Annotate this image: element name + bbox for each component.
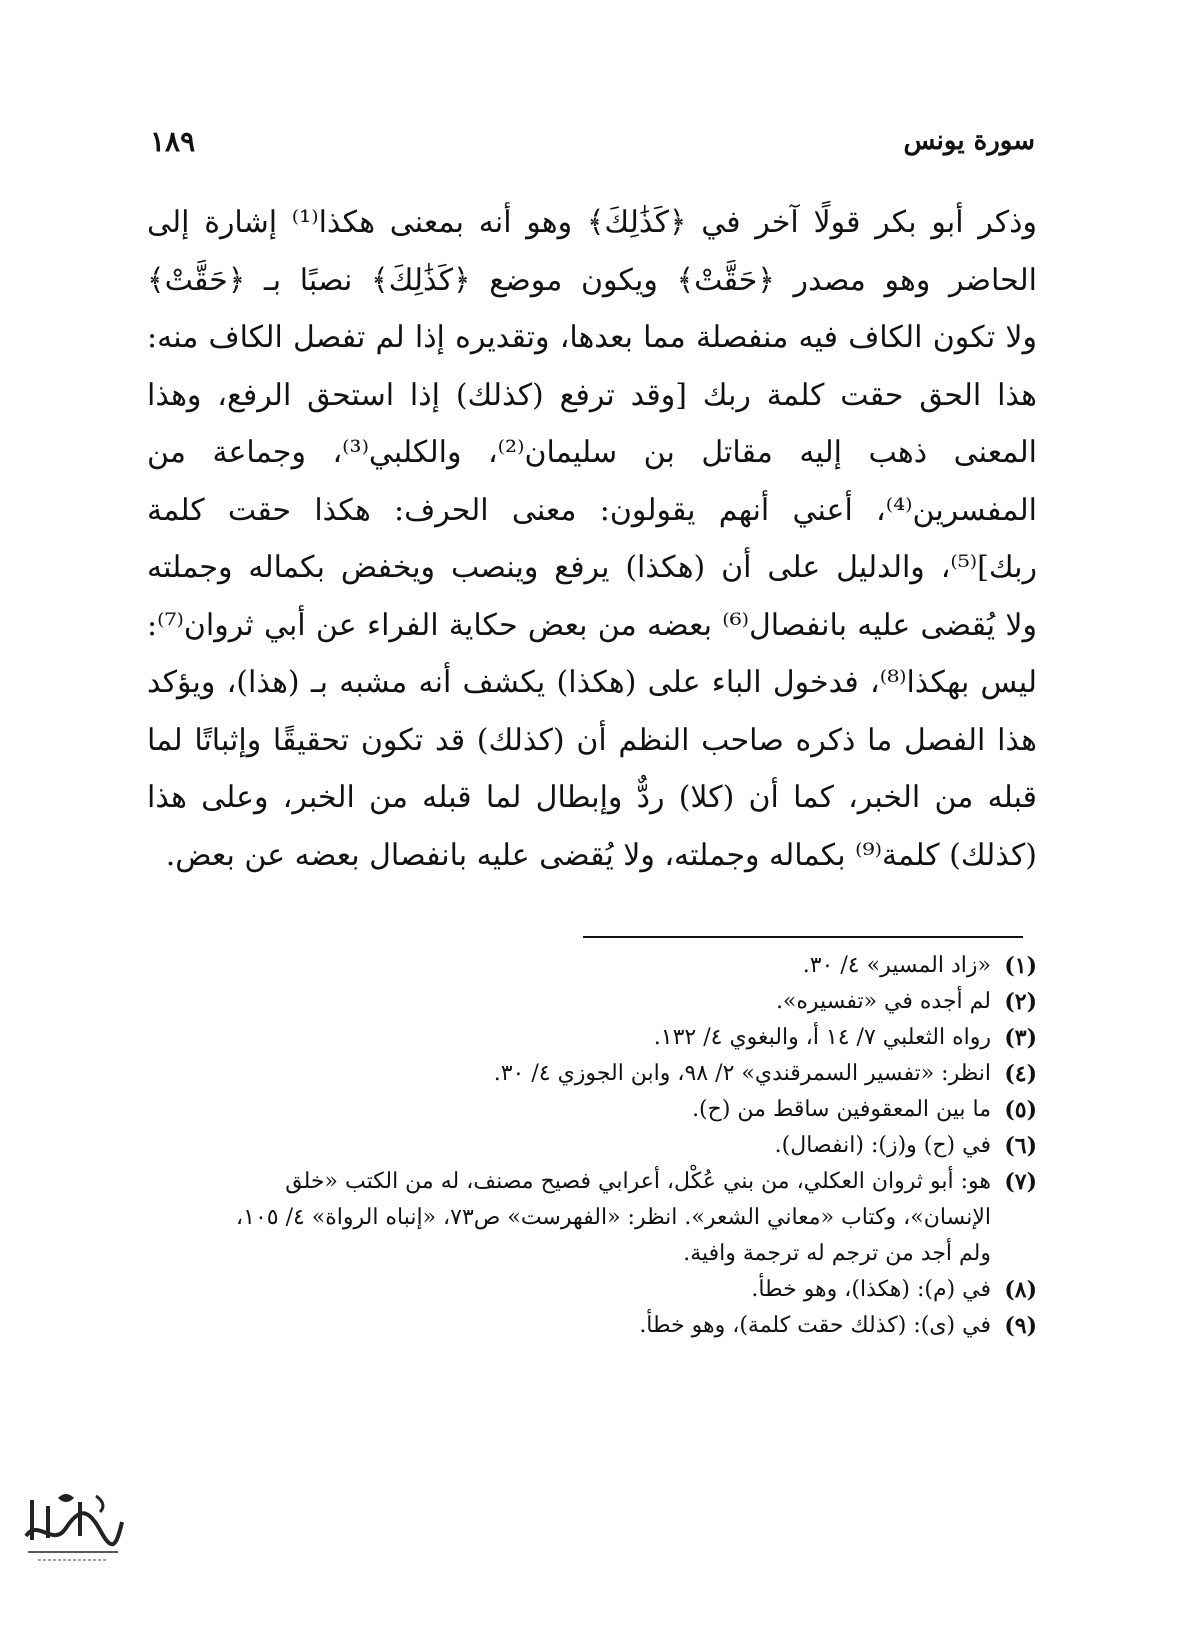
- publisher-logo: [18, 1478, 128, 1568]
- footnote-number: (٦): [1004, 1133, 1037, 1159]
- footnote-line: في (م): (هكذا)، وهو خطأ.: [751, 1277, 991, 1302]
- body-line: وذكر أبو بكر قولًا آخر في ﴿كَذَٰلِكَ﴾ وهو أنه بمعنى هكذا⁽¹⁾ إشارة إلى: [147, 205, 1037, 240]
- body-line: (كذلك) كلمة⁽⁹⁾ بكماله وجملته، ولا يُقضى عليه بانفصال بعضه عن بعض.: [165, 837, 1037, 873]
- footnote: [147, 1164, 1037, 1272]
- footnote-line: رواه الثعلبي ٧/ ١٤ أ، والبغوي ٤/ ١٣٢.: [653, 1025, 991, 1050]
- body-line: ربك]⁽⁵⁾، والدليل على أن (هكذا) يرفع وينصب ويخفض بكماله وجملته: [147, 550, 1037, 585]
- footnote-number: (١): [1004, 953, 1037, 979]
- body-line: ولا يُقضى عليه بانفصال⁽⁶⁾ بعضه من بعض حكاية الفراء عن أبي ثروان⁽⁷⁾:: [147, 607, 1037, 643]
- footnote-line: في (ح) و(ز): (انفصال).: [774, 1133, 991, 1158]
- body-line: ولا تكون الكاف فيه منفصلة مما بعدها، وتقديره إذا لم تفصل الكاف منه:: [147, 320, 1037, 355]
- footnote: [147, 984, 1037, 1020]
- footnote: [147, 948, 1037, 984]
- footnote-line: ما بين المعقوفين ساقط من (ح).: [692, 1097, 991, 1122]
- footnote-text: [147, 984, 991, 1020]
- footnote-number: (٢): [1004, 989, 1037, 1015]
- footnote-number: (٥): [1004, 1097, 1037, 1123]
- footnote-line: «زاد المسير» ٤/ ٣٠.: [802, 953, 991, 978]
- footnote: [147, 1056, 1037, 1092]
- footnote-text: [147, 1092, 991, 1128]
- body-line: هذا الفصل ما ذكره صاحب النظم أن (كذلك) قد تكون تحقيقًا وإثباتًا لما: [147, 722, 1037, 758]
- footnote-text: [147, 1128, 991, 1164]
- main-body-text: [147, 194, 1037, 884]
- footnote-line: انظر: «تفسير السمرقندي» ٢/ ٩٨، وابن الجوزي ٤/ ٣٠.: [493, 1061, 991, 1086]
- footnote: [147, 1308, 1037, 1344]
- page-header: [150, 116, 1035, 166]
- footnote: [147, 1272, 1037, 1308]
- page-number: ١٨٩: [150, 124, 196, 158]
- footnote-text: [147, 1308, 991, 1344]
- footnote-number: (٩): [1004, 1313, 1037, 1339]
- surah-title: سورة يونس: [903, 126, 1035, 156]
- body-line: قبله من الخبر، كما أن (كلا) ردٌّ وإبطال لما قبله من الخبر، وعلى هذا: [147, 780, 1037, 815]
- footnote-line: الإنسان»، وكتاب «معاني الشعر». انظر: «الفهرست» ص٧٣، «إنباه الرواة» ٤/ ١٠٥،: [236, 1205, 991, 1230]
- footnote: [147, 1128, 1037, 1164]
- footnote-text: [147, 1020, 991, 1056]
- footnote-number: (٤): [1004, 1061, 1037, 1087]
- footnote: [147, 1020, 1037, 1056]
- footnote-divider: [583, 936, 1023, 938]
- body-line: هذا الحق حقت كلمة ربك [وقد ترفع (كذلك) إذا استحق الرفع، وهذا: [147, 377, 1037, 413]
- footnote-line: هو: أبو ثروان العكلي، من بني عُكْل، أعرابي فصيح مصنف، له من الكتب «خلق: [285, 1169, 991, 1194]
- body-line: ليس بهكذا⁽⁸⁾، فدخول الباء على (هكذا) يكشف أنه مشبه بـ (هذا)، ويؤكد: [147, 665, 1037, 700]
- footnote-text: [147, 1056, 991, 1092]
- footnote: [147, 1092, 1037, 1128]
- footnote-line: ولم أجد من ترجم له ترجمة وافية.: [683, 1241, 991, 1266]
- body-line: الحاضر وهو مصدر ﴿حَقَّتْ﴾ ويكون موضع ﴿كَذَٰلِكَ﴾ نصبًا بـ ﴿حَقَّتْ﴾: [147, 262, 1037, 298]
- footnote-text: [147, 948, 991, 984]
- footnote-line: في (ى): (كذلك حقت كلمة)، وهو خطأ.: [639, 1313, 991, 1338]
- footnote-number: (٨): [1004, 1277, 1037, 1303]
- body-line: المعنى ذهب إليه مقاتل بن سليمان⁽²⁾، والكلبي⁽³⁾، وجماعة من: [147, 435, 1037, 470]
- footnote-text: [147, 1272, 991, 1308]
- footnote-line: لم أجده في «تفسيره».: [775, 989, 991, 1014]
- footnote-number: (٣): [1004, 1025, 1037, 1051]
- footnote-number: (٧): [1004, 1169, 1037, 1195]
- footnotes: [147, 948, 1037, 1344]
- body-line: المفسرين⁽⁴⁾، أعني أنهم يقولون: معنى الحرف: هكذا حقت كلمة: [147, 492, 1037, 528]
- footnote-text: [147, 1164, 991, 1272]
